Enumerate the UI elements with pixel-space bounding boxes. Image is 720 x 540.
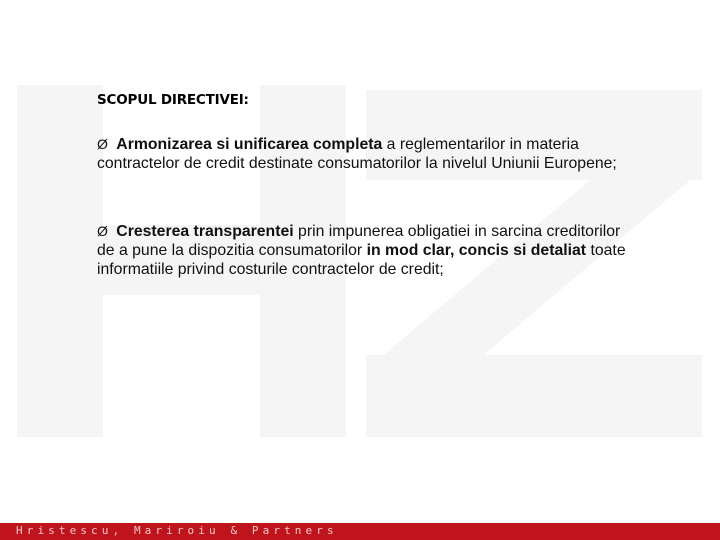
bullet-emphasis: Armonizarea si unificarea completa	[116, 136, 383, 153]
footer-bar	[0, 523, 720, 540]
footer-company-name: Hristescu, Mariroiu & Partners	[16, 524, 338, 537]
bullet-item	[97, 135, 637, 173]
bullet-text: a reglementarilor in materia contractelor de credit destinate consumatorilor la nivelul Uniunii Europene;	[97, 136, 617, 172]
bullet-emphasis: Cresterea transparentei	[116, 223, 294, 240]
bullet-emphasis: in mod clar, concis si detaliat	[366, 242, 587, 259]
bullet-text: prin impunerea obligatiei in sarcina creditorilor de a pune la dispozitia consumatorilor	[97, 223, 621, 259]
bullet-item	[97, 222, 637, 279]
arrow-bullet-icon: Ø	[97, 136, 108, 152]
arrow-bullet-icon: Ø	[97, 223, 108, 239]
slide-title: SCOPUL DIRECTIVEI:	[97, 92, 249, 108]
bullet-text: toate informatiile privind costurile contractelor de credit;	[97, 242, 626, 278]
